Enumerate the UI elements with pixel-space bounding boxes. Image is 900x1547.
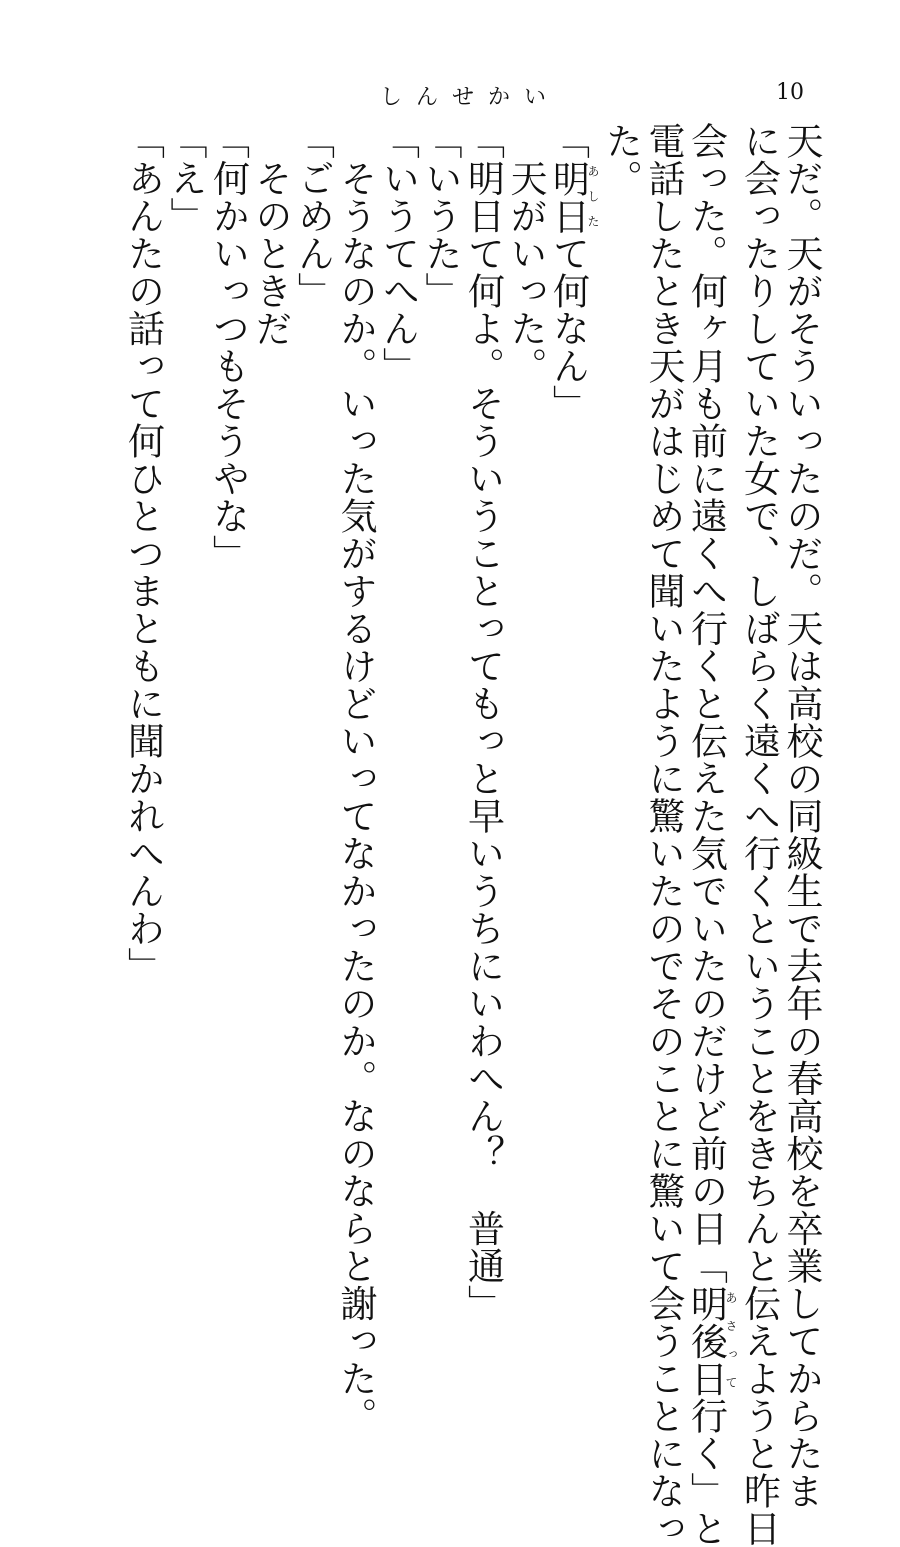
text-line: 電話したとき天がはじめて聞いたように驚いたのでそのことに驚いて会うことになっ (642, 122, 685, 1547)
text-line: 「え」 (164, 122, 207, 235)
text-line: 「いうてへん」 (376, 122, 420, 385)
text-line: 「明日て何よ。そういうことってもっと早いうちにいわへん？ 普通」 (461, 122, 505, 1322)
ruby-base: 明日 (546, 159, 590, 235)
text-line: 天がいった。 (504, 122, 547, 385)
text-line: た。 (599, 122, 643, 197)
text-line: 「あんたの話って何ひとつまともに聞かれへんわ」 (121, 122, 165, 985)
text-segment: て何なん」 (546, 234, 590, 422)
text-segment: 行く」と (684, 1397, 728, 1547)
ruby-reading: あした (586, 159, 600, 235)
text-line: 「何かいっつもそうやな」 (206, 122, 250, 572)
text-line: そのときだ (249, 122, 292, 347)
ruby-ashita (546, 159, 600, 235)
text-line: そうなのか。いった気がするけどいってなかったのか。なのならと謝った。 (334, 122, 377, 1435)
ruby-base: 明後日 (684, 1284, 728, 1397)
ruby-asatte (684, 1284, 738, 1398)
text-line: 「いうた」 (419, 122, 462, 310)
text-line: に会ったりしていた女で、しばらく遠くへ行くということをきちんと伝えようと昨日 (737, 122, 781, 1547)
text-line: 天だ。天がそういったのだ。天は高校の同級生で去年の春高校を卒業してからたま (780, 122, 823, 1510)
text-line: 「ごめん」 (291, 122, 335, 310)
body-text (121, 122, 823, 1547)
page-number: 10 (776, 80, 804, 105)
ruby-reading: あさって (724, 1284, 738, 1397)
running-title: しんせかい (380, 85, 561, 110)
text-line-with-ruby (684, 122, 738, 1547)
text-line-with-ruby (546, 122, 599, 1222)
text-segment: 「 (546, 122, 590, 160)
text-segment: 会った。何ヶ月も前に遠くへ行くと伝えた気でいたのだけど前の日「 (684, 122, 728, 1285)
